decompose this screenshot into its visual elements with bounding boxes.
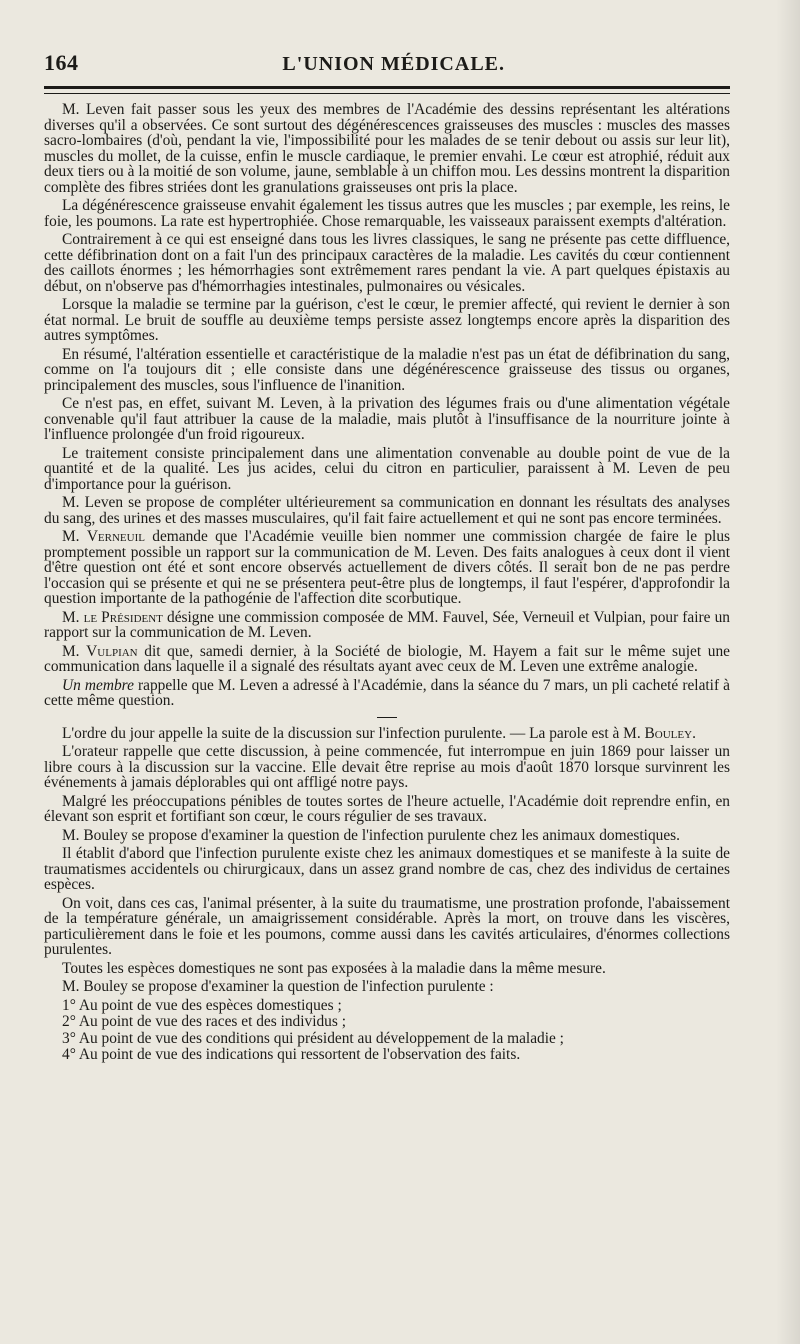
paragraph: Le traitement consiste principalement dans une alimentation convenable au double point de vue de la quantité et de la qualité. Les jus acides, celui du citron en particulier, paraissent à M. Leven de peu d'importance pour la guérison. [44,444,730,493]
paragraph: L'orateur rappelle que cette discussion, à peine commencée, fut interrompue en juin 1869 pour laisser un libre cours à la discussion sur la vaccine. Elle devait être reprise au mois d'août 1870 lorsque survinrent les événements à jamais déplorables qui ont affligé notre pays. [44,743,730,791]
list-item: 3° Au point de vue des conditions qui président au développement de la maladie ; [62,1029,564,1047]
paragraph-verneuil [44,529,730,607]
paragraph: Ce n'est pas, en effet, suivant M. Leven, à la privation des légumes frais ou d'une alimentation végétale convenable qu'il faut attribuer la cause de la maladie, mais plutôt à l'insuffisance de la nourriture jointe à l'influence prolongée d'un froid rigoureux. [44,395,730,443]
paragraph-text: rappelle que M. Leven a adressé à l'Académie, dans la séance du 7 mars, un pli cacheté relatif à cette même question. [44,676,730,709]
speaker-name: Vulpian [86,642,138,660]
header-rule-thin [44,93,730,94]
page-edge-shadow [776,0,800,1344]
paragraph: Malgré les préoccupations pénibles de toutes sortes de l'heure actuelle, l'Académie doit reprendre enfin, en élevant son esprit et fortifiant son cœur, le cours régulier de ses travaux. [44,792,730,825]
paragraph: Toutes les espèces domestiques ne sont pas exposées à la maladie dans la même mesure. [62,959,606,977]
journal-title: L'UNION MÉDICALE. [282,53,505,75]
paragraph: Il établit d'abord que l'infection purulente existe chez les animaux domestiques et se manifeste à la suite de traumatismes accidentels ou chirurgicaux, dans un assez grand nombre de cas, chez des individus de certaines espèces. [44,845,730,893]
list-item: 4° Au point de vue des indications qui ressortent de l'observation des faits. [62,1046,521,1063]
paragraph-president [44,610,730,641]
paragraph-text: L'ordre du jour appelle la suite de la discussion sur l'infection purulente. — La parole est à M. [62,724,645,742]
list-item: 1° Au point de vue des espèces domestiques ; [62,996,342,1014]
page-header [44,50,730,86]
paragraph: M. Bouley se propose d'examiner la question de l'infection purulente : [62,978,494,995]
paragraph-end: . [692,724,696,742]
paragraph: Contrairement à ce qui est enseigné dans tous les livres classiques, le sang ne présente pas cette diffluence, cette défibrination dont on a fait l'un des principaux caractères de la maladie. Les cavités du cœur contiennent des caillots énormes ; les hémorrhagies sont extrêmement rares pendant la vie. A part quelques épistaxis au début, on n'observe pas d'hémorrhagies intestinales, pulmonaires ou vésicales. [44,231,730,295]
paragraph: La dégénérescence graisseuse envahit également les tissus autres que les muscles ; par exemple, les reins, le foie, les poumons. La rate est hypertrophiée. Chose remarquable, les vaisseaux paraissent exempts d'altération. [44,197,730,230]
paragraph: On voit, dans ces cas, l'animal présenter, à la suite du traumatisme, une prostration profonde, l'abaissement de la température générale, un amaigrissement considérable. Après la mort, on trouve dans les viscères, particulièrement dans le foie et les poumons, comme aussi dans les cavités articulaires, d'énormes collections purulentes. [44,894,730,958]
speaker-name: le Président [83,608,163,626]
paragraph: En résumé, l'altération essentielle et caractéristique de la maladie n'est pas un état de défibrination du sang, comme on l'a toujours dit ; elle consiste dans une dégénérescence graisseuse des tissus ou organes, principalement des muscles, sous l'influence de l'inanition. [44,345,730,394]
paragraph-membre [44,678,730,709]
speaker-prefix: M. [62,642,87,660]
italic-lead: Un membre [62,676,134,694]
paragraph-text: demande que l'Académie veuille bien nommer une commission chargée de faire le plus promptement possible un rapport sur la communication de M. Leven. Des faits analogues à ceux dont il vient d'être question ont été et sont encore observés actuellement de divers côtés. Il serait bon de ne pas perdre l'occasion qui se présente et qui ne se présentera peut-être plus de longtemps, il faut l'espérer, d'approfondir la question importante de la pathogénie de l'affection dite scorbutique. [44,528,730,607]
paragraph-vulpian [44,644,730,675]
speaker-name: Verneuil [86,528,145,545]
paragraph-text: désigne une commission composée de MM. Fauvel, Sée, Verneuil et Vulpian, pour faire un rapport sur la communication de M. Leven. [44,608,730,641]
paragraph-text: dit que, samedi dernier, à la Société de biologie, M. Hayem a fait sur le même sujet une communication dans laquelle il a signalé des résultats ayant avec ceux de M. Leven une extrême analogie. [44,642,730,675]
section-divider [377,717,397,718]
speaker-name: Bouley [644,724,693,742]
paragraph: M. Leven fait passer sous les yeux des membres de l'Académie des dessins représentant les altérations diverses qu'il a observées. Ce sont surtout des dégénérescences graisseuses des muscles : muscles des masses sacro-lombaires (d'où, pendant la vie, l'impossibilité pour les malades de se tenir debout ou assis sur leur lit), muscles du mollet, de la cuisse, enfin le muscle cardiaque, le premier envahi. Le cœur est atrophié, réduit aux deux tiers ou à la moitié de son volume, jaune, semblable à un chiffon mou. Les dessins montrent la disparition complète des fibres striées dont les granulations graisseuses ont pris la place. [44,101,730,196]
paragraph-ordre [44,726,730,742]
header-rule [44,86,730,89]
speaker-prefix: M. [62,528,87,545]
list-item: 2° Au point de vue des races et des individus ; [62,1013,346,1030]
paragraph: Lorsque la maladie se termine par la guérison, c'est le cœur, le premier affecté, qui revient le dernier à son état normal. Le bruit de souffle au deuxième temps persiste assez longtemps encore après la disparition des autres symptômes. [44,296,730,344]
page-number: 164 [44,50,79,75]
paragraph: M. Leven se propose de compléter ultérieurement sa communication en donnant les résultats des analyses du sang, des urines et des masses musculaires, qu'il fait faire actuellement et qui ne sont pas encore terminées. [44,494,730,527]
paragraph: M. Bouley se propose d'examiner la question de l'infection purulente chez les animaux domestiques. [62,826,681,844]
speaker-prefix: M. [62,608,84,626]
article-body [44,102,730,1063]
